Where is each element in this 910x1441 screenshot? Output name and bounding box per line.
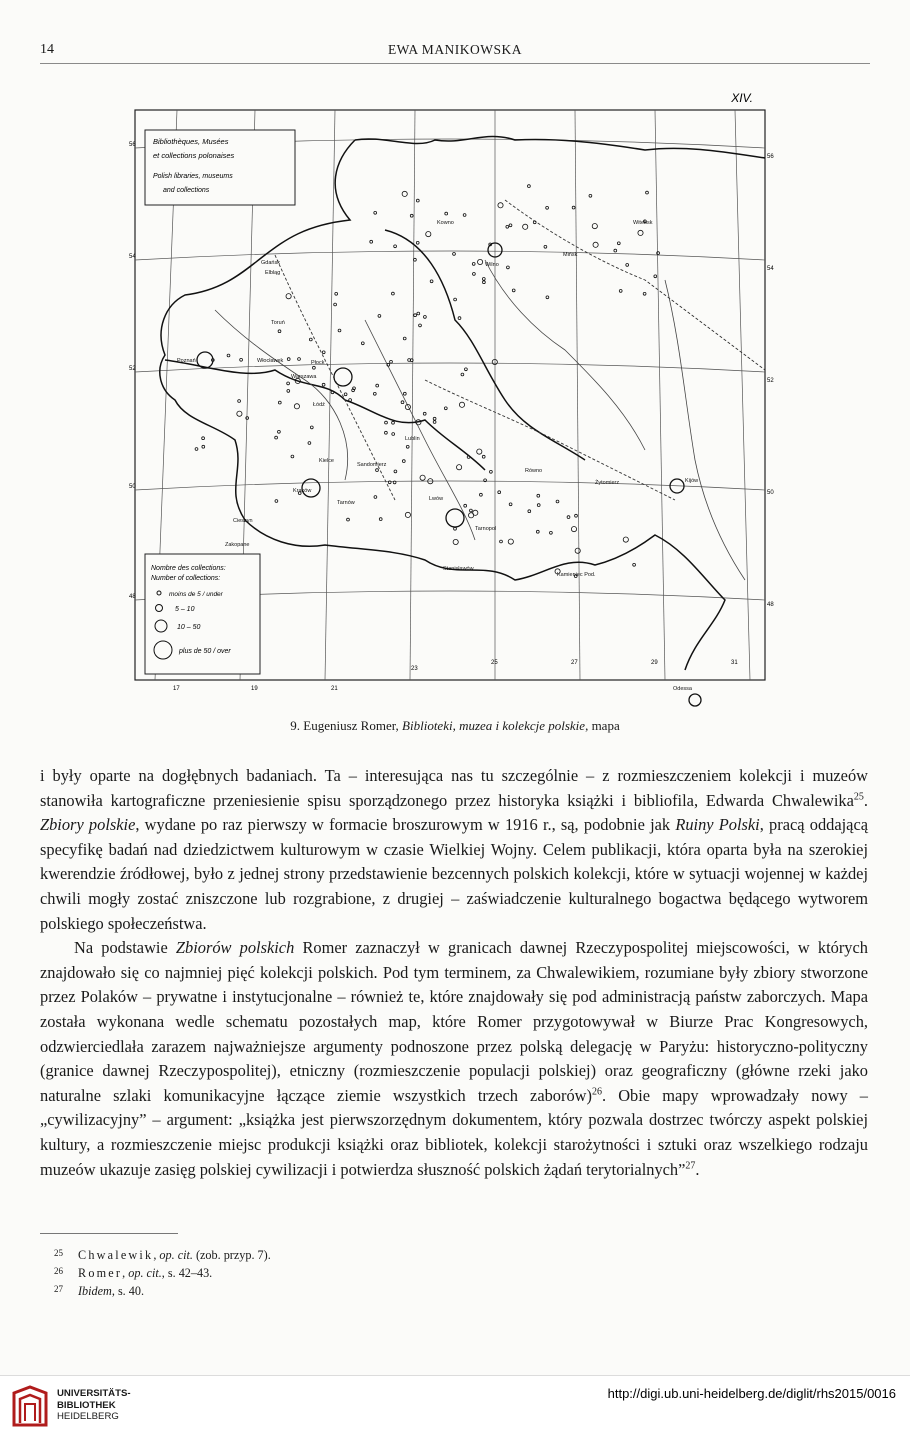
lon-label: 19 bbox=[251, 686, 258, 692]
caption-suffix: , mapa bbox=[585, 718, 620, 733]
city-label: Włocławek bbox=[257, 358, 284, 364]
title-zbiorow-polskich: Zbiorów polskich bbox=[175, 938, 295, 958]
city-label: Cieszyn bbox=[233, 518, 253, 524]
library-name-line: UNIVERSITÄTS- bbox=[57, 1388, 131, 1399]
city-label: Sandomierz bbox=[357, 462, 387, 468]
footnote-separator bbox=[40, 1233, 178, 1234]
city-label: Wilno bbox=[485, 262, 499, 268]
lon-label: 23 bbox=[411, 666, 418, 672]
lon-label: 31 bbox=[731, 660, 738, 666]
text-run: , bbox=[153, 1248, 160, 1262]
library-logo-icon bbox=[10, 1385, 50, 1429]
text-run: . bbox=[695, 1159, 700, 1179]
footnote-italic: op. cit. bbox=[159, 1248, 193, 1262]
city-label: Równo bbox=[525, 468, 543, 474]
lon-label: 21 bbox=[331, 686, 338, 692]
city-label: Łódź bbox=[313, 402, 325, 408]
text-run: , wydane po raz pierwszy w formacie broszurowym w 1916 r., są, podobnie jak bbox=[135, 815, 676, 835]
city-label: Stanisławów bbox=[443, 566, 474, 572]
lat-label: 50 bbox=[767, 490, 774, 496]
map-title-fr-1: Bibliothèques, Musées bbox=[153, 137, 229, 146]
city-label: Zakopane bbox=[225, 542, 250, 548]
footnote-number: 26 bbox=[54, 1266, 63, 1276]
city-label: Elbląg bbox=[265, 270, 281, 276]
figure-caption bbox=[0, 718, 910, 734]
title-zbiory-polskie: Zbiory polskie bbox=[40, 815, 136, 835]
legend-item-1: moins de 5 / under bbox=[169, 591, 223, 598]
library-name-line: BIBLIOTHEK bbox=[57, 1399, 116, 1411]
footnote-number: 27 bbox=[54, 1284, 63, 1294]
city-label: Kowno bbox=[437, 220, 454, 226]
text-run: , bbox=[122, 1266, 129, 1280]
title-ruiny-polski: Ruiny Polski bbox=[675, 815, 760, 835]
lat-label: 56 bbox=[129, 142, 136, 148]
text-run: (zob. przyp. 7). bbox=[192, 1248, 271, 1262]
lat-label: 48 bbox=[767, 602, 774, 608]
city-label: Kielce bbox=[319, 458, 334, 464]
footnote-italic: op. cit. bbox=[128, 1266, 162, 1280]
city-label: Toruń bbox=[271, 320, 285, 326]
footnote-ref-25[interactable]: 25 bbox=[853, 791, 864, 803]
university-library-logo-icon[interactable] bbox=[10, 1385, 50, 1429]
permalink-url[interactable]: http://digi.ub.uni-heidelberg.de/diglit/rhs2015/0016 bbox=[607, 1386, 896, 1401]
city-label: Kraków bbox=[293, 488, 312, 494]
text-run: , s. 42–43. bbox=[161, 1266, 213, 1280]
footnote-25 bbox=[54, 1246, 271, 1264]
lat-label: 56 bbox=[767, 154, 774, 160]
city-label: Odessa bbox=[673, 686, 692, 692]
lat-label: 52 bbox=[767, 378, 774, 384]
footnote-ref-26[interactable]: 26 bbox=[591, 1086, 602, 1098]
legend-item-2: 5 – 10 bbox=[175, 606, 195, 613]
text-run: . bbox=[863, 790, 868, 810]
lat-label: 50 bbox=[129, 484, 136, 490]
map-title-en-2: and collections bbox=[163, 187, 210, 194]
map-title-fr-2: et collections polonaises bbox=[153, 151, 235, 160]
map-sheet-number: XIV. bbox=[731, 91, 753, 105]
legend-item-3: 10 – 50 bbox=[177, 624, 201, 631]
map-illustration bbox=[125, 80, 815, 710]
text-run: , s. 40. bbox=[111, 1284, 145, 1298]
library-name-line: HEIDELBERG bbox=[57, 1411, 119, 1422]
lat-label: 52 bbox=[129, 366, 136, 372]
text-run: Romer zaznaczył w granicach dawnej Rzeczypospolitej miejscowości, w których znajdowało się co najmniej pięć kolekcji polskich. Pod tym terminem, za Chwalewikiem, rozumiane były zbiory stworzone przez Polaków – prywatne i instytucjonalne – również te, które znajdowały się pod administracją państw zaborczych. Mapa została wykonana wedle schematu pozostałych map, które Romer przygotowywał w Biurze Prac Kongresowych, odzwierciedlała zarazem najważniejsze argumenty podnoszone przez polską delegację w Paryżu: historyczno-polityczny (granice dawnej Rzeczypospolitej), etniczny (rozmieszczenie populacji polskiej) oraz geograficzny (główne rzeki jako naturalne szlaki komunikacyjne łączące ziemie wszystkich trzech zaborów) bbox=[40, 938, 868, 1105]
lon-label: 25 bbox=[491, 660, 498, 666]
footnote-number: 25 bbox=[54, 1248, 63, 1258]
lon-label: 29 bbox=[651, 660, 658, 666]
city-label: Mińsk bbox=[563, 252, 578, 258]
text-run: i były oparte na dogłębnych badaniach. Ta – interesująca nas tu szczególnie – z rozmieszczeniem kolekcji i muzeów stanowiła kartograficzne przeniesienie spisu sporządzonego przez historyka książki i bibliofila, Edwarda Chwalewika bbox=[40, 766, 868, 810]
text-run: . Obie mapy wprowadzały nowy – „cywilizacyjny” – argument: „książka jest pierwszorzędnym dokumentem, który pozwala dostrzec twórczy aspekt polskiej kultury, a rozmieszczenie miejsc produkcji książki oraz bibliotek, kolekcji starożytności i sztuki oraz wszelkiego rodzaju muzeów ukazuje zasięg polskiej cywilizacji i potwierdza słuszność polskich żądań terytorialnych” bbox=[40, 1085, 868, 1179]
paragraph-2 bbox=[40, 936, 868, 1182]
city-label: Warszawa bbox=[291, 374, 317, 380]
city-label: Gdańsk bbox=[261, 260, 280, 266]
city-label: Żytomierz bbox=[595, 480, 620, 486]
lon-label: 27 bbox=[571, 660, 578, 666]
header-rule bbox=[40, 63, 870, 64]
caption-prefix: 9. Eugeniusz Romer, bbox=[290, 718, 403, 733]
text-run: , pracą oddającą specyfikę badań nad dziedzictwem kulturowym w czasie Wielkiej Wojny. Celem publikacji, która oparta była na szerokiej kwerendzie źródłowej, było z jednej strony przedstawienie bezcennych polskich kolekcji, które w sytuacji wojennej w każdej chwili mogły zostać zniszczone lub rozgrabione, z drugiej – zaświadczenie kulturalnego bogactwa będącego wytworem polskiego społeczeństwa. bbox=[40, 815, 868, 933]
article-body bbox=[40, 764, 868, 1182]
city-label: Tarnów bbox=[337, 500, 355, 506]
footnote-26 bbox=[54, 1264, 271, 1282]
city-label: Płock bbox=[311, 360, 325, 366]
footnote-author: Romer bbox=[78, 1266, 123, 1280]
lat-label: 54 bbox=[129, 254, 136, 260]
paragraph-1 bbox=[40, 764, 868, 936]
city-label: Poznań bbox=[177, 358, 196, 364]
viewer-footer-bar bbox=[0, 1375, 910, 1441]
legend-heading-en: Number of collections: bbox=[151, 575, 221, 582]
running-title: EWA MANIKOWSKA bbox=[387, 42, 523, 57]
map-title-en-1: Polish libraries, museums bbox=[153, 173, 233, 180]
caption-title: Biblioteki, muzea i kolekcje polskie bbox=[402, 718, 586, 733]
legend-heading-fr: Nombre des collections: bbox=[151, 565, 226, 572]
footnote-ref-27[interactable]: 27 bbox=[685, 1160, 696, 1172]
city-label: Lublin bbox=[405, 436, 420, 442]
lon-label: 17 bbox=[173, 686, 180, 692]
city-label: Kamieniec Pod. bbox=[557, 572, 596, 578]
footnote-author: Chwalewik bbox=[78, 1248, 154, 1262]
legend-item-4: plus de 50 / over bbox=[179, 648, 231, 655]
footnote-27 bbox=[54, 1282, 271, 1300]
footnotes bbox=[54, 1246, 271, 1300]
city-label: Tarnopol bbox=[475, 526, 497, 532]
romer-map-figure bbox=[125, 80, 815, 710]
city-label: Lwów bbox=[429, 496, 444, 502]
lat-label: 48 bbox=[129, 594, 136, 600]
library-name[interactable] bbox=[57, 1388, 131, 1423]
footnote-italic: Ibidem bbox=[78, 1284, 112, 1298]
city-label: Kijów bbox=[685, 478, 699, 484]
city-label: Witebsk bbox=[633, 220, 653, 226]
page-header bbox=[40, 42, 870, 64]
lat-label: 54 bbox=[767, 266, 774, 272]
page-number: 14 bbox=[40, 42, 54, 57]
text-run: Na podstawie bbox=[74, 938, 176, 958]
